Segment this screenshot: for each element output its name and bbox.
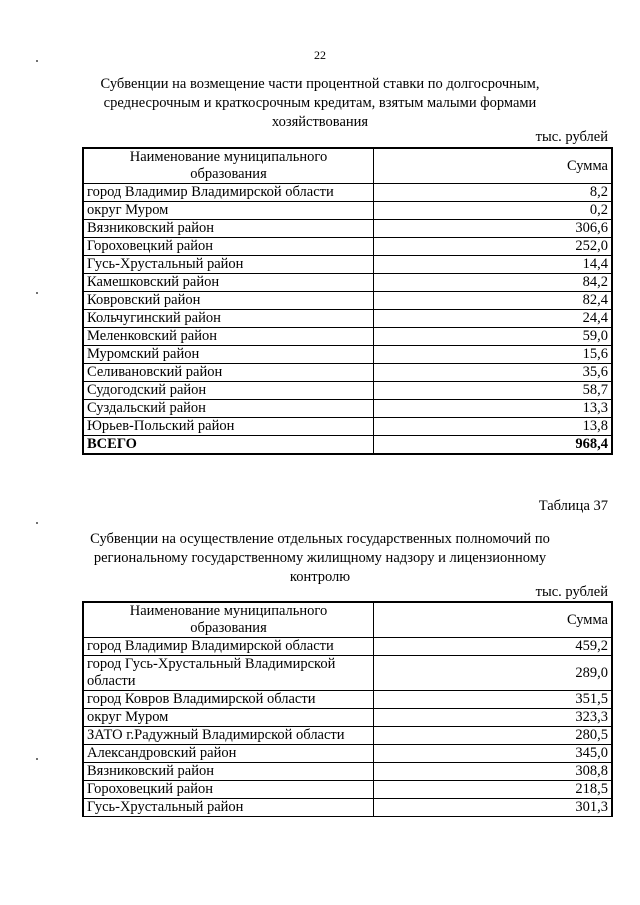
row-name-cell: город Ковров Владимирской области <box>83 691 374 709</box>
row-amount-cell: 15,6 <box>374 346 613 364</box>
row-name-cell: ЗАТО г.Радужный Владимирской области <box>83 727 374 745</box>
table-row <box>83 400 612 418</box>
row-name-cell: Кольчугинский район <box>83 310 374 328</box>
row-amount-cell: 308,8 <box>374 763 613 781</box>
row-name-cell: Гороховецкий район <box>83 238 374 256</box>
scan-speck <box>36 60 38 62</box>
row-amount-cell: 24,4 <box>374 310 613 328</box>
table-row <box>83 799 612 817</box>
section1-title-line: среднесрочным и краткосрочным кредитам, взятым малыми формами <box>103 95 537 111</box>
row-name-cell: Судогодский район <box>83 382 374 400</box>
section2-title-line: контролю <box>289 569 351 585</box>
row-name-cell: город Гусь-Хрустальный Владимирской области <box>83 656 374 691</box>
row-name-cell: город Владимир Владимирской области <box>83 638 374 656</box>
table-row <box>83 656 612 691</box>
row-amount-cell: 459,2 <box>374 638 613 656</box>
row-name-cell: Вязниковский район <box>83 220 374 238</box>
row-name-cell: Вязниковский район <box>83 763 374 781</box>
section1-units: тыс. рублей <box>535 129 608 145</box>
table-row <box>83 184 612 202</box>
total-amount-cell: 968,4 <box>374 436 613 455</box>
table-row <box>83 763 612 781</box>
row-name-cell: округ Муром <box>83 709 374 727</box>
row-name-cell: Селивановский район <box>83 364 374 382</box>
table-row <box>83 220 612 238</box>
table-row <box>83 727 612 745</box>
section1-table <box>82 147 613 455</box>
row-name-cell: Александровский район <box>83 745 374 763</box>
row-amount-cell: 306,6 <box>374 220 613 238</box>
column-header-name-line: Наименование муниципального <box>129 149 328 165</box>
row-name-cell: Меленковский район <box>83 328 374 346</box>
table-row <box>83 691 612 709</box>
row-name-cell: город Владимир Владимирской области <box>83 184 374 202</box>
scan-speck <box>36 292 38 294</box>
row-name-cell: Камешковский район <box>83 274 374 292</box>
table-row <box>83 418 612 436</box>
table-row <box>83 638 612 656</box>
table-row <box>83 346 612 364</box>
row-name-cell: Гусь-Хрустальный район <box>83 256 374 274</box>
row-amount-cell: 13,8 <box>374 418 613 436</box>
table-row <box>83 382 612 400</box>
column-header-name <box>83 148 374 184</box>
table-row <box>83 364 612 382</box>
column-header-name <box>83 602 374 638</box>
row-name-cell: Гороховецкий район <box>83 781 374 799</box>
table-row <box>83 328 612 346</box>
row-amount-cell: 351,5 <box>374 691 613 709</box>
table-row <box>83 274 612 292</box>
page-number: 22 <box>314 48 326 62</box>
section2-units: тыс. рублей <box>535 584 608 600</box>
column-header-name-line: образования <box>190 166 267 182</box>
section1-title <box>90 75 550 132</box>
row-amount-cell: 345,0 <box>374 745 613 763</box>
section2-title-line: региональному государственному жилищному надзору и лицензионному <box>93 550 547 566</box>
row-amount-cell: 8,2 <box>374 184 613 202</box>
row-amount-cell: 0,2 <box>374 202 613 220</box>
section1-title-line: хозяйствования <box>271 114 369 130</box>
row-name-cell: округ Муром <box>83 202 374 220</box>
table-row <box>83 781 612 799</box>
row-name-cell: Юрьев-Польский район <box>83 418 374 436</box>
row-name-cell: Гусь-Хрустальный район <box>83 799 374 817</box>
scan-speck <box>36 522 38 524</box>
table-row <box>83 292 612 310</box>
row-amount-cell: 84,2 <box>374 274 613 292</box>
column-header-amount: Сумма <box>374 148 613 184</box>
table-header-row <box>83 148 612 184</box>
section1-table-body <box>83 184 612 455</box>
row-amount-cell: 14,4 <box>374 256 613 274</box>
column-header-amount: Сумма <box>374 602 613 638</box>
table-number-label: Таблица 37 <box>538 498 608 514</box>
table-row <box>83 202 612 220</box>
row-amount-cell: 13,3 <box>374 400 613 418</box>
total-row <box>83 436 612 455</box>
row-amount-cell: 301,3 <box>374 799 613 817</box>
table-row <box>83 238 612 256</box>
table-row <box>83 310 612 328</box>
row-amount-cell: 280,5 <box>374 727 613 745</box>
row-amount-cell: 252,0 <box>374 238 613 256</box>
row-amount-cell: 35,6 <box>374 364 613 382</box>
table-row <box>83 256 612 274</box>
row-name-cell: Ковровский район <box>83 292 374 310</box>
row-amount-cell: 323,3 <box>374 709 613 727</box>
row-amount-cell: 218,5 <box>374 781 613 799</box>
row-name-cell: Суздальский район <box>83 400 374 418</box>
table-header-row <box>83 602 612 638</box>
table-row <box>83 709 612 727</box>
section2-table <box>82 601 613 817</box>
row-amount-cell: 59,0 <box>374 328 613 346</box>
section2-table-body <box>83 638 612 817</box>
column-header-name-line: Наименование муниципального <box>129 603 328 619</box>
column-header-name-line: образования <box>190 620 267 636</box>
row-amount-cell: 58,7 <box>374 382 613 400</box>
row-amount-cell: 289,0 <box>374 656 613 691</box>
row-amount-cell: 82,4 <box>374 292 613 310</box>
scan-speck <box>36 758 38 760</box>
section2-title <box>90 530 550 587</box>
total-label-cell: ВСЕГО <box>83 436 374 455</box>
row-name-cell: Муромский район <box>83 346 374 364</box>
table-row <box>83 745 612 763</box>
section1-title-line: Субвенции на возмещение части процентной ставки по долгосрочным, <box>100 76 540 92</box>
section2-title-line: Субвенции на осуществление отдельных государственных полномочий по <box>90 531 550 547</box>
